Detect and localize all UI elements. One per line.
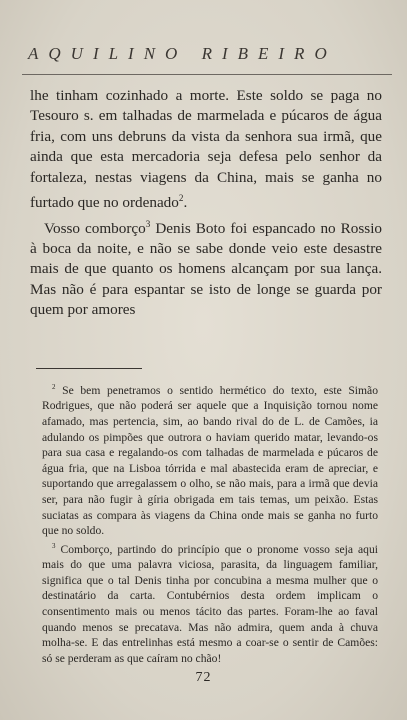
paragraph-1 [30, 86, 382, 214]
main-text [30, 86, 382, 321]
footnotes [42, 380, 378, 666]
paragraph-2-start: Vosso comborço [44, 219, 146, 237]
running-head: AQUILINO RIBEIRO [28, 44, 337, 63]
footnote-3 [42, 539, 378, 667]
footnote-2-mark: 2 [52, 383, 56, 391]
paragraph-1-text: lhe tinham cozinhado a morte. Este soldo se paga no Tesouro s. em talhadas de marmelada e púcaros de água fria, com uns debruns da vista da senhora sua irmã, que ainda que esta mercadoria seja defesa pelo senhor da fortaleza, nestas viagens da China, mais se ganha no furtado que no ordenado [30, 87, 382, 212]
paragraph-2 [30, 214, 382, 321]
footnote-3-text: Comborço, partindo do princípio que o pronome vosso seja aqui mais do que uma palavra viciosa, parasita, da linguagem familiar, significa que o tal Denis tinha por concubina a mesma mulher que o destinatário da carta. Contubérnios desta ordem implicam o consentimento mais ou menos tácito das partes. Foram-lhe ao faval quando menos se precatava. Mas não admira, quem anda à chuva molha-se. E das entrelinhas está mesmo a coar-se o sentir de Camões: só se perderam as que caíram no chão! [42, 542, 378, 665]
header-rule [22, 74, 392, 75]
footnote-2 [42, 380, 378, 539]
page-number: 72 [195, 670, 212, 685]
footnote-3-mark: 3 [52, 541, 56, 550]
footnote-ref-2: 2 [178, 193, 184, 204]
footnote-2-text: Se bem penetramos o sentido hermético do texto, este Simão Rodrigues, que não poderá ser aquele que a Inquisição tornou nome afamado, mas pertencia, sim, ao bando rival do de L. de Camões, ia adulando os pimpões que outrora o haviam querido matar, levando-os para sua casa e regalando-os com talhadas de marmelada e púcaros de água fria, que na Lisboa tórrida e mal abastecida eram de apreciar, e suportando que arregalassem o olho, se não mais, para a irmã que devia ser, para não fugir à gíria obrigada em tais temas, um peixão. Estas suciatas as compara às viagens da China onde mais se ganha no furto que no soldo. [42, 383, 378, 538]
paragraph-1-end: . [183, 194, 188, 212]
paragraph-2-text: Denis Boto foi espancado no Rossio à boca da noite, e não se sabe donde veio este desastre mais de que quanto os homens alcançam por sua lança. Mas não é para espantar se isto de longe se guarda por quem por amores [30, 219, 383, 319]
footnote-ref-3: 3 [145, 218, 151, 229]
footnote-rule [36, 368, 142, 369]
